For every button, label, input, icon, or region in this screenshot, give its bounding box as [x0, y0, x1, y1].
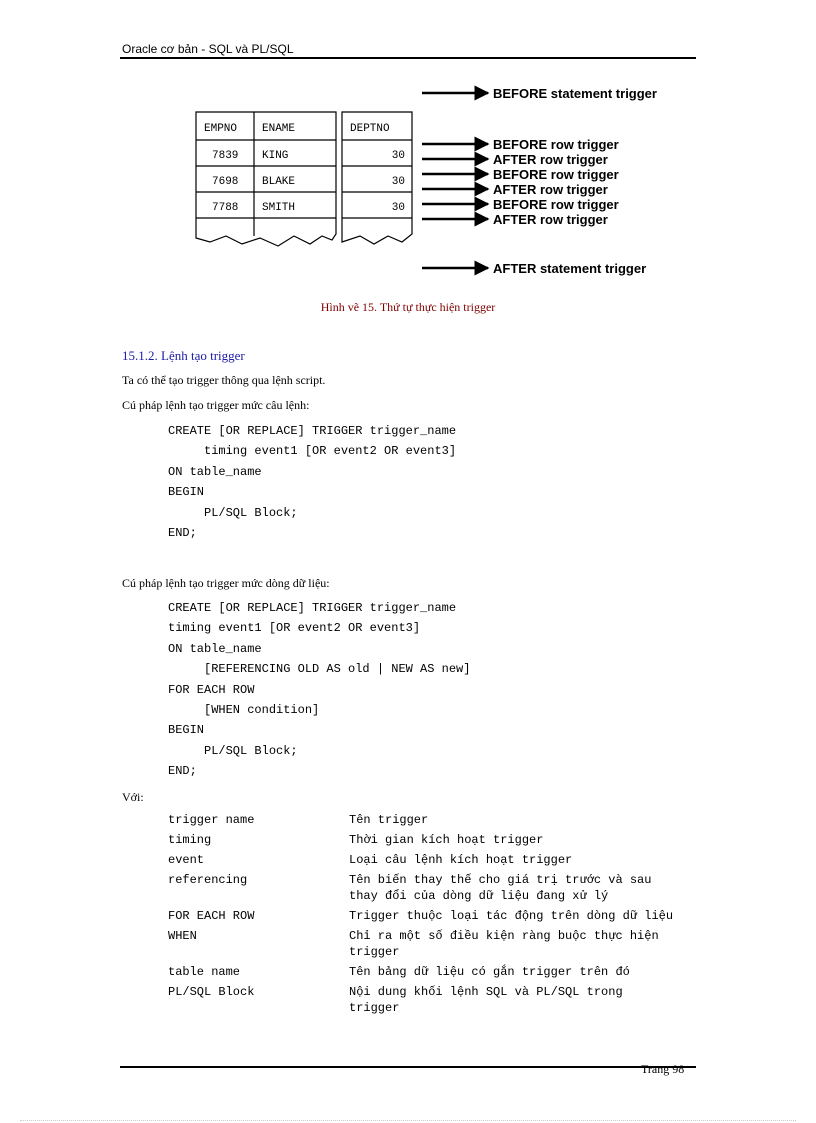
col-header-empno: EMPNO	[204, 123, 238, 135]
trigger-order-figure	[190, 78, 690, 288]
table-row	[168, 908, 679, 928]
param-name: event	[168, 853, 205, 867]
paragraph-intro: Ta có thể tạo trigger thông qua lệnh script.	[122, 373, 326, 387]
arrow-label: AFTER statement trigger	[493, 261, 647, 276]
arrow-label: BEFORE row trigger	[493, 197, 619, 212]
page-number: Trang 98	[641, 1062, 685, 1076]
table-row	[168, 984, 679, 1020]
param-desc: Chỉ ra một số điều kiện ràng buộc thực hiện trigger	[349, 929, 659, 959]
param-desc: Tên biến thay thế cho giá trị trước và sau thay đổi của dòng dữ liệu đang xử lý	[349, 873, 652, 903]
table-row	[168, 852, 679, 872]
param-desc: Tên trigger	[349, 813, 429, 827]
cell-empno: 7698	[212, 176, 239, 188]
paragraph-with: Với:	[122, 790, 144, 804]
cell-ename: BLAKE	[262, 176, 296, 188]
col-header-deptno: DEPTNO	[350, 123, 390, 135]
table-row	[168, 872, 679, 908]
param-name: FOR EACH ROW	[168, 909, 255, 923]
table-row	[168, 812, 679, 832]
param-name: trigger name	[168, 813, 255, 827]
param-desc: Trigger thuộc loại tác động trên dòng dữ liệu	[349, 909, 674, 923]
page-header: Oracle cơ bản - SQL và PL/SQL	[122, 42, 294, 56]
page-edge-divider	[20, 1120, 796, 1121]
table-row	[168, 832, 679, 852]
figure-caption: Hình vẽ 15. Thứ tự thực hiện trigger	[320, 300, 496, 314]
cell-ename: SMITH	[262, 202, 296, 214]
cell-empno: 7839	[212, 150, 239, 162]
param-name: PL/SQL Block	[168, 985, 255, 999]
arrow-label: BEFORE statement trigger	[493, 86, 657, 101]
param-desc: Thời gian kích hoạt trigger	[349, 833, 544, 847]
param-desc: Nội dung khối lệnh SQL và PL/SQL trong trigger	[349, 985, 623, 1015]
cell-deptno: 30	[391, 150, 405, 162]
param-desc: Tên bảng dữ liệu có gắn trigger trên đó	[349, 965, 630, 979]
cell-deptno: 30	[391, 202, 405, 214]
paragraph-syntax-statement: Cú pháp lệnh tạo trigger mức câu lệnh:	[122, 398, 310, 412]
param-name: WHEN	[168, 929, 197, 943]
section-heading: 15.1.2. Lệnh tạo trigger	[122, 348, 245, 363]
arrow-label: AFTER row trigger	[493, 212, 608, 227]
param-desc: Loại câu lệnh kích hoạt trigger	[349, 853, 573, 867]
paragraph-syntax-row: Cú pháp lệnh tạo trigger mức dòng dữ liệu:	[122, 576, 330, 590]
table-row	[168, 964, 679, 984]
footer-rule	[120, 1066, 696, 1068]
parameter-table	[168, 812, 679, 1020]
code-block-row-trigger: CREATE [OR REPLACE] TRIGGER trigger_name timing event1 [OR event2 OR event3] ON table_name [REFERENCING OLD AS old | NEW AS new] FOR EACH ROW [WHEN condition] BEGIN PL/SQL Block; END;	[168, 601, 471, 779]
header-rule	[120, 57, 696, 59]
arrow-label: AFTER row trigger	[493, 152, 608, 167]
arrow-label: AFTER row trigger	[493, 182, 608, 197]
param-name: table name	[168, 965, 241, 979]
table-row	[168, 928, 679, 964]
param-name: timing	[168, 833, 212, 847]
cell-ename: KING	[262, 150, 289, 162]
arrow-label: BEFORE row trigger	[493, 167, 619, 182]
code-block-statement-trigger: CREATE [OR REPLACE] TRIGGER trigger_name timing event1 [OR event2 OR event3] ON table_name BEGIN PL/SQL Block; END;	[168, 424, 457, 541]
col-header-ename: ENAME	[262, 123, 296, 135]
cell-empno: 7788	[212, 202, 239, 214]
cell-deptno: 30	[391, 176, 405, 188]
arrow-label: BEFORE row trigger	[493, 137, 619, 152]
param-name: referencing	[168, 873, 248, 887]
